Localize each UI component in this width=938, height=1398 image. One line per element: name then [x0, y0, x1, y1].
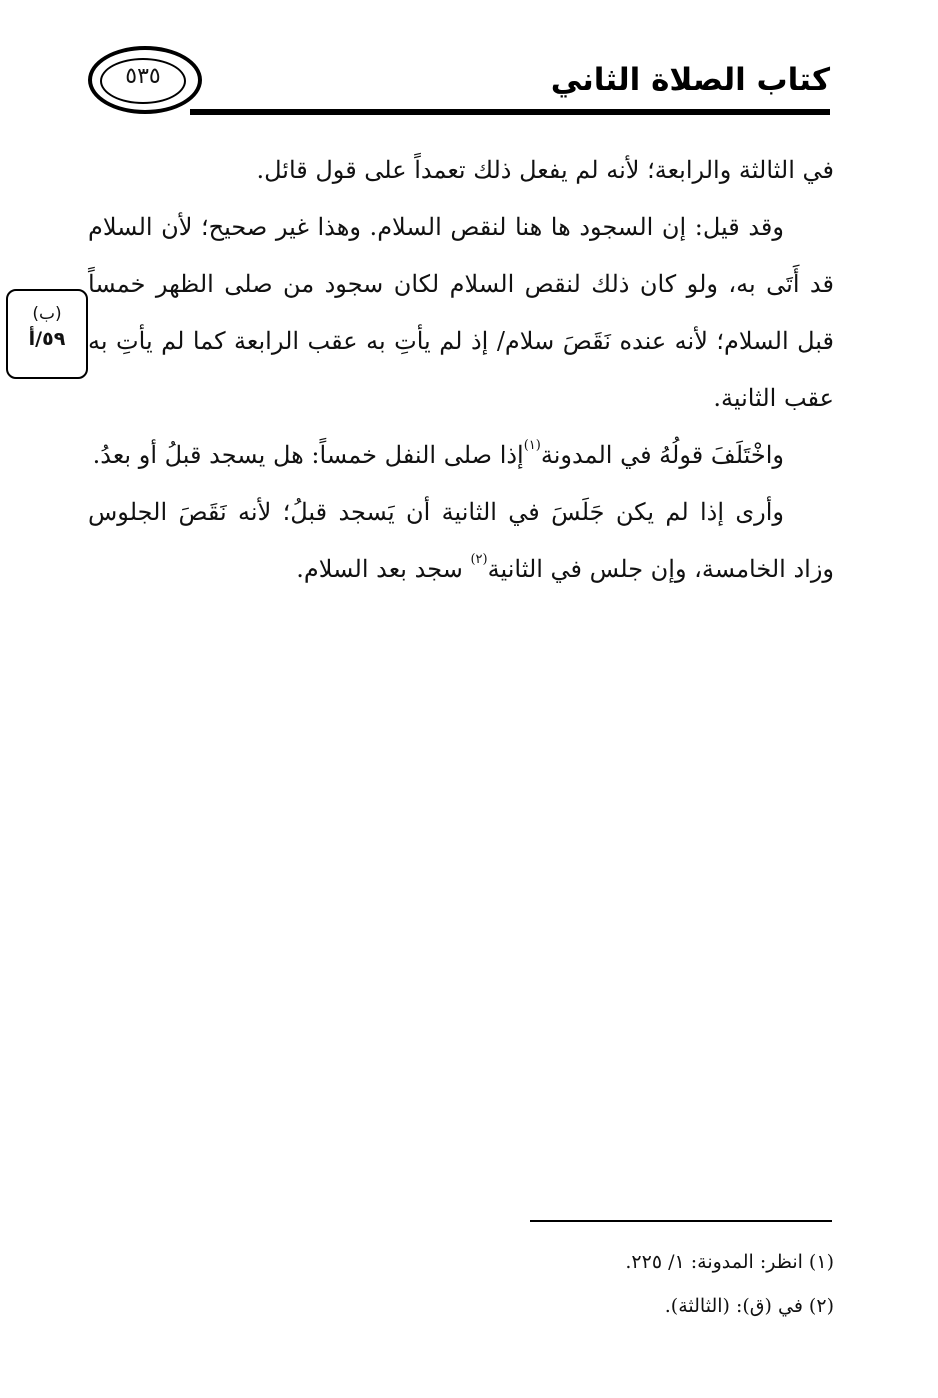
running-header-title: كتاب الصلاة الثاني	[550, 62, 830, 98]
paragraph-2: وقد قيل: إن السجود ها هنا لنقص السلام. وهذا غير صحيح؛ لأن السلام قد أَتَى به، ولو كان ذلك لنقص السلام لكان سجود من صلى الظهر خمساً قبل السلام؛ لأنه عنده نَقَصَ سلام/ إذ لم يأتِ به عقب الرابعة كما لم يأتِ به عقب الثانية.	[88, 213, 835, 412]
paragraph-1: في الثالثة والرابعة؛ لأنه لم يفعل ذلك تعمداً على قول قائل.	[256, 156, 834, 184]
paragraph-4-text-b: سجد بعد السلام.	[296, 555, 463, 583]
body-text	[88, 142, 834, 598]
manuscript-margin-note	[6, 289, 88, 379]
header-rule	[190, 109, 830, 115]
paragraph-3-text-a: واخْتَلَفَ قولُهُ في المدونة	[540, 441, 784, 469]
footnote-separator	[530, 1220, 832, 1222]
footnote-marker-1: (١)	[523, 438, 541, 453]
footnote-2: (٢) في (ق): (الثالثة).	[664, 1295, 834, 1317]
paragraph-3	[88, 427, 834, 484]
paragraph-4-text-a: وأرى إذا لم يكن جَلَسَ في الثانية أن يَسجد قبلُ؛ لأنه نَقَصَ الجلوس وزاد الخامسة، وإن جلس في الثانية	[88, 498, 834, 583]
footnote-1: (١) انظر: المدونة: ١/ ٢٢٥.	[625, 1251, 834, 1273]
footnotes	[625, 1240, 834, 1328]
paragraph-3-text-b: إذا صلى النفل خمساً: هل يسجد قبلُ أو بعدُ.	[92, 441, 524, 469]
paragraph-4	[88, 484, 834, 598]
page-number: ٥٣٥	[125, 64, 161, 89]
margin-note-bottom: ٥٩/أ	[28, 328, 66, 350]
footnote-marker-2: (٢)	[470, 552, 488, 567]
margin-note-top: (ب)	[32, 304, 62, 324]
